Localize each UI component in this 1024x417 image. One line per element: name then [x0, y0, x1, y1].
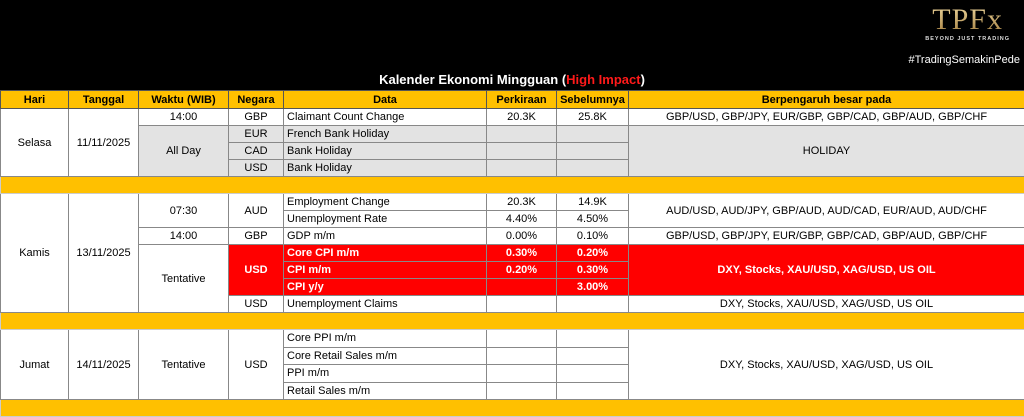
impact: GBP/USD, GBP/JPY, EUR/GBP, GBP/CAD, GBP/AUD, GBP/CHF — [629, 109, 1024, 126]
day: Selasa — [1, 109, 69, 177]
col-waktu: Waktu (WIB) — [139, 91, 229, 109]
separator-row — [1, 400, 1024, 417]
time: 14:00 — [139, 109, 229, 126]
separator-row — [1, 313, 1024, 330]
previous — [557, 347, 629, 365]
impact: DXY, Stocks, XAU/USD, XAG/USD, US OIL — [629, 296, 1024, 313]
time: 14:00 — [139, 228, 229, 245]
currency: USD — [229, 245, 284, 296]
day: Jumat — [1, 330, 69, 400]
event: Unemployment Claims — [284, 296, 487, 313]
forecast — [487, 330, 557, 348]
event: Bank Holiday — [284, 143, 487, 160]
col-perkiraan: Perkiraan — [487, 91, 557, 109]
table-row — [1, 194, 1024, 211]
event: Employment Change — [284, 194, 487, 211]
col-negara: Negara — [229, 91, 284, 109]
forecast — [487, 382, 557, 400]
forecast: 0.20% — [487, 262, 557, 279]
table-row — [1, 330, 1024, 348]
table-row-high-impact — [1, 245, 1024, 262]
previous — [557, 126, 629, 143]
previous: 4.50% — [557, 211, 629, 228]
tpfx-logo: TPFx BEYOND JUST TRADING — [925, 4, 1010, 42]
currency: CAD — [229, 143, 284, 160]
forecast: 20.3K — [487, 194, 557, 211]
impact: DXY, Stocks, XAU/USD, XAG/USD, US OIL — [629, 330, 1024, 400]
previous — [557, 296, 629, 313]
previous: 0.30% — [557, 262, 629, 279]
impact: AUD/USD, AUD/JPY, GBP/AUD, AUD/CAD, EUR/AUD, AUD/CHF — [629, 194, 1024, 228]
time: Tentative — [139, 245, 229, 313]
forecast — [487, 347, 557, 365]
table-row — [1, 109, 1024, 126]
event: Bank Holiday — [284, 160, 487, 177]
previous — [557, 382, 629, 400]
forecast: 0.00% — [487, 228, 557, 245]
currency: USD — [229, 160, 284, 177]
previous — [557, 365, 629, 383]
currency: AUD — [229, 194, 284, 228]
forecast — [487, 279, 557, 296]
table-row — [1, 126, 1024, 143]
header-row — [1, 91, 1024, 109]
event: Core CPI m/m — [284, 245, 487, 262]
forecast — [487, 160, 557, 177]
previous: 0.10% — [557, 228, 629, 245]
banner — [0, 0, 1024, 90]
forecast: 4.40% — [487, 211, 557, 228]
event: CPI y/y — [284, 279, 487, 296]
time: 07:30 — [139, 194, 229, 228]
previous: 0.20% — [557, 245, 629, 262]
previous — [557, 330, 629, 348]
event: Claimant Count Change — [284, 109, 487, 126]
event: Unemployment Rate — [284, 211, 487, 228]
hashtag: #TradingSemakinPede — [909, 54, 1021, 66]
table-row — [1, 228, 1024, 245]
separator-row — [1, 177, 1024, 194]
currency: GBP — [229, 228, 284, 245]
forecast — [487, 143, 557, 160]
forecast: 0.30% — [487, 245, 557, 262]
forecast — [487, 365, 557, 383]
col-sebelumnya: Sebelumnya — [557, 91, 629, 109]
time: All Day — [139, 126, 229, 177]
impact: DXY, Stocks, XAU/USD, XAG/USD, US OIL — [629, 245, 1024, 296]
event: PPI m/m — [284, 365, 487, 383]
economic-calendar-table — [0, 90, 1024, 417]
event: CPI m/m — [284, 262, 487, 279]
col-impact: Berpengaruh besar pada — [629, 91, 1024, 109]
previous — [557, 143, 629, 160]
currency: USD — [229, 330, 284, 400]
time: Tentative — [139, 330, 229, 400]
impact: HOLIDAY — [629, 126, 1024, 177]
previous: 25.8K — [557, 109, 629, 126]
event: Core Retail Sales m/m — [284, 347, 487, 365]
day: Kamis — [1, 194, 69, 313]
event: French Bank Holiday — [284, 126, 487, 143]
date: 14/11/2025 — [69, 330, 139, 400]
forecast — [487, 126, 557, 143]
previous — [557, 160, 629, 177]
col-tanggal: Tanggal — [69, 91, 139, 109]
forecast — [487, 296, 557, 313]
date: 11/11/2025 — [69, 109, 139, 177]
event: GDP m/m — [284, 228, 487, 245]
impact: GBP/USD, GBP/JPY, EUR/GBP, GBP/CAD, GBP/AUD, GBP/CHF — [629, 228, 1024, 245]
currency: USD — [229, 296, 284, 313]
previous: 3.00% — [557, 279, 629, 296]
event: Retail Sales m/m — [284, 382, 487, 400]
previous: 14.9K — [557, 194, 629, 211]
col-hari: Hari — [1, 91, 69, 109]
currency: EUR — [229, 126, 284, 143]
page-title: Kalender Ekonomi Mingguan (High Impact) — [0, 72, 1024, 87]
forecast: 20.3K — [487, 109, 557, 126]
event: Core PPI m/m — [284, 330, 487, 348]
date: 13/11/2025 — [69, 194, 139, 313]
col-data: Data — [284, 91, 487, 109]
currency: GBP — [229, 109, 284, 126]
